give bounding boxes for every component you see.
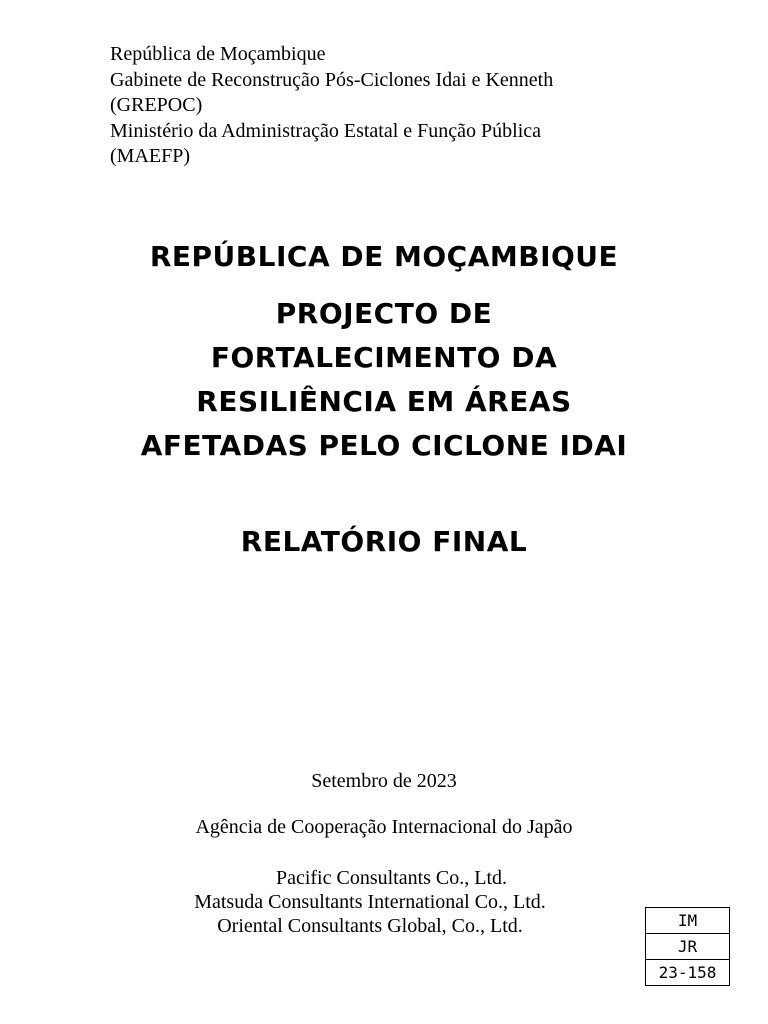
country-title: REPÚBLICA DE MOÇAMBIQUE xyxy=(149,240,619,273)
report-code-row-2: JR xyxy=(646,934,729,960)
report-code-box xyxy=(645,907,730,986)
header-line-republic: República de Moçambique xyxy=(110,43,326,65)
report-date: Setembro de 2023 xyxy=(311,770,457,792)
header-line-grepoc-name: Gabinete de Reconstrução Pós-Ciclones Idai e Kenneth xyxy=(110,68,554,91)
project-title-line-3: RESILIÊNCIA EM ÁREAS xyxy=(196,385,572,418)
agency-name: Agência de Cooperação Internacional do Japão xyxy=(195,816,573,838)
project-title-line-4: AFETADAS PELO CICLONE IDAI xyxy=(140,429,628,462)
header-line-grepoc-acronym: (GREPOC) xyxy=(110,94,203,116)
header-line-maefp-name: Ministério da Administração Estatal e Função Pública xyxy=(110,119,542,142)
consultant-pacific: Pacific Consultants Co., Ltd. xyxy=(275,867,508,889)
report-type-title: RELATÓRIO FINAL xyxy=(240,525,528,558)
project-title xyxy=(0,292,768,468)
consultant-matsuda: Matsuda Consultants International Co., Ltd. xyxy=(194,891,546,913)
project-title-line-2: FORTALECIMENTO DA xyxy=(210,341,558,374)
issuing-authorities xyxy=(110,42,553,170)
header-line-maefp-acronym: (MAEFP) xyxy=(110,145,191,167)
report-code-row-1: IM xyxy=(646,908,729,934)
project-title-line-1: PROJECTO DE xyxy=(275,297,493,330)
report-code-row-3: 23-158 xyxy=(658,963,717,982)
consultant-oriental: Oriental Consultants Global, Co., Ltd. xyxy=(217,915,523,937)
